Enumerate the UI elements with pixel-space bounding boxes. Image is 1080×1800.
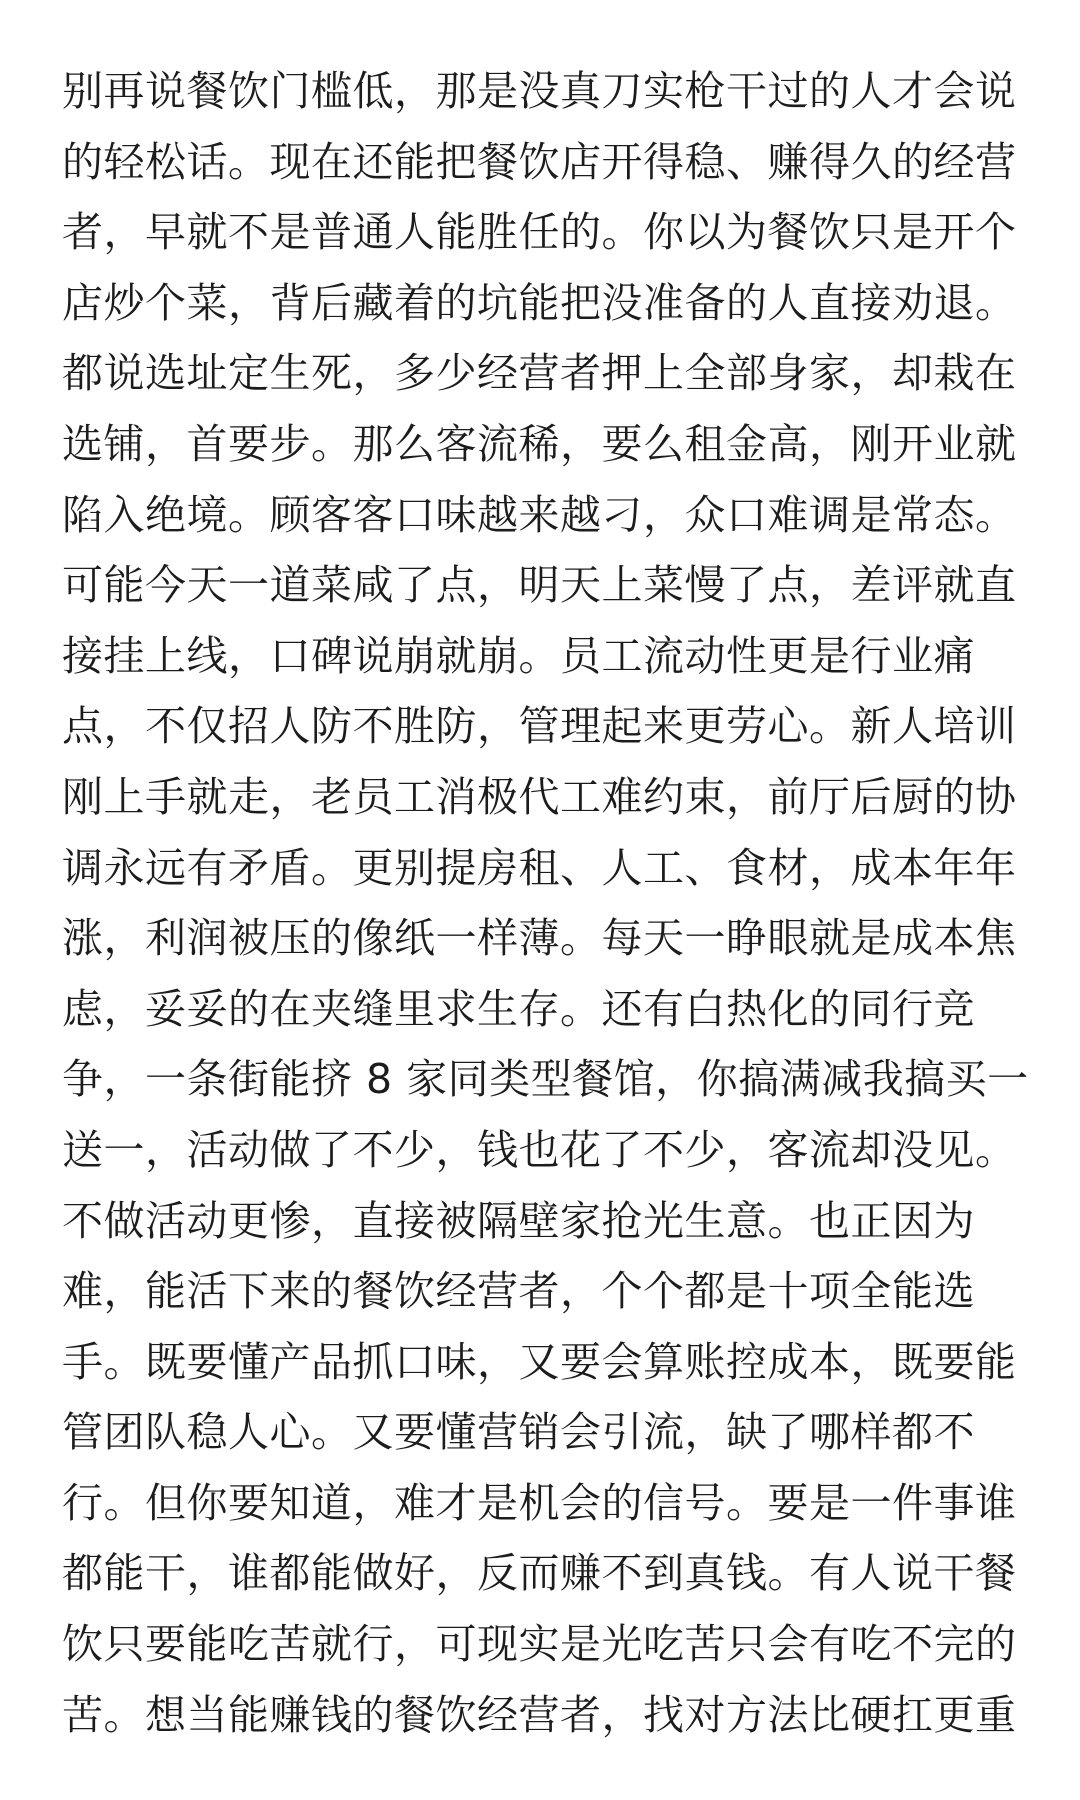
text-line: 管团队稳人心。又要懂营销会引流，缺了哪样都不 — [62, 1408, 975, 1457]
article-body — [62, 56, 1029, 1750]
text-line: 手。既要懂产品抓口味，又要会算账控成本，既要能 — [62, 1337, 1017, 1386]
text-line: 虑，妥妥的在夹缝里求生存。还有白热化的同行竞 — [62, 984, 975, 1033]
text-line: 送一，活动做了不少，钱也花了不少，客流却没见。 — [62, 1125, 1017, 1174]
text-line: 难，能活下来的餐饮经营者，个个都是十项全能选 — [62, 1267, 975, 1316]
text-line: 不做活动更惨，直接被隔壁家抢光生意。也正因为 — [62, 1196, 975, 1245]
text-line: 陷入绝境。顾客客口味越来越刁，众口难调是常态。 — [62, 490, 1017, 539]
text-line: 刚上手就走，老员工消极代工难约束，前厅后厨的协 — [62, 772, 1017, 821]
text-line: 都能干，谁都能做好，反而赚不到真钱。有人说干餐 — [62, 1549, 1017, 1598]
text-line: 饮只要能吃苦就行，可现实是光吃苦只会有吃不完的 — [62, 1620, 1017, 1669]
text-line: 苦。想当能赚钱的餐饮经营者，找对方法比硬扛更重 — [62, 1690, 1017, 1739]
text-line: 者，早就不是普通人能胜任的。你以为餐饮只是开个 — [62, 208, 1017, 257]
text-line: 可能今天一道菜咸了点，明天上菜慢了点，差评就直 — [62, 561, 1017, 610]
text-line: 争，一条街能挤 8 家同类型餐馆，你搞满减我搞买一 — [62, 1055, 1029, 1104]
text-line: 别再说餐饮门槛低，那是没真刀实枪干过的人才会说 — [62, 67, 1017, 115]
text-line: 店炒个菜，背后藏着的坑能把没准备的人直接劝退。 — [62, 278, 1017, 327]
text-line: 接挂上线，口碑说崩就崩。员工流动性更是行业痛 — [62, 631, 975, 680]
text-line: 行。但你要知道，难才是机会的信号。要是一件事谁 — [62, 1478, 1017, 1527]
text-line: 调永远有矛盾。更别提房租、人工、食材，成本年年 — [62, 843, 1017, 892]
text-line: 的轻松话。现在还能把餐饮店开得稳、赚得久的经营 — [62, 137, 1017, 186]
text-line: 点，不仅招人防不胜防，管理起来更劳心。新人培训 — [62, 702, 1017, 751]
text-line: 选铺，首要步。那么客流稀，要么租金高，刚开业就 — [62, 419, 1017, 468]
text-line: 涨，利润被压的像纸一样薄。每天一睁眼就是成本焦 — [62, 914, 1017, 963]
text-line: 都说选址定生死，多少经营者押上全部身家，却栽在 — [62, 349, 1017, 398]
